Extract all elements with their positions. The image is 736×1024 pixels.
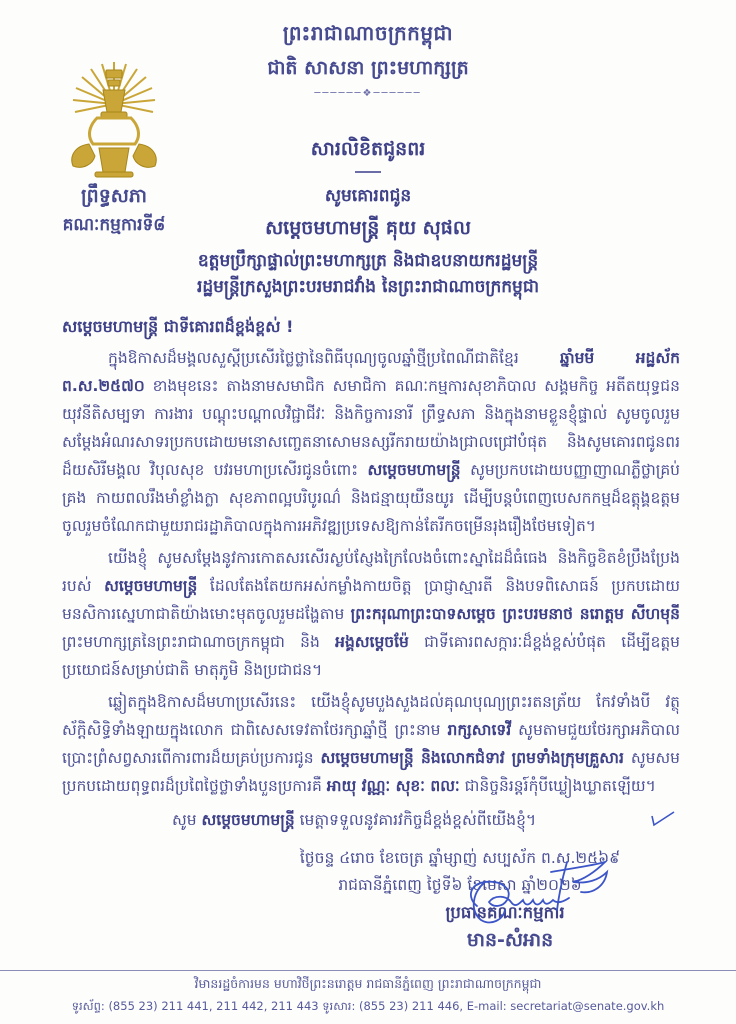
closing-line xyxy=(62,806,680,837)
footer-address: វិមានរដ្ឋចំការមន មហាវិថីព្រះនរោត្ដម រាជធានីភ្នំពេញ ព្រះរាជាណាចក្រកម្ពុជា xyxy=(194,976,542,991)
footer-contact: ទូរស័ព្ទ: (855 23) 211 441, 211 442, 211 443 ទូរសារ: (855 23) 211 446, E-mail: secretariat@senate.gov.kh xyxy=(71,999,665,1013)
date-block xyxy=(92,845,736,899)
letter-title: សារលិខិតជូនពរ xyxy=(310,138,426,160)
page-footer xyxy=(0,970,736,1016)
senate-emblem-icon xyxy=(59,60,169,182)
national-motto: ជាតិ សាសនា ព្រះមហាក្សត្រ xyxy=(267,57,469,79)
signer-name: មាន-សំអាន xyxy=(466,929,554,951)
gregorian-date-line: រាជធានីភ្នំពេញ ថ្ងៃទី៦ ខែមេសា ឆ្នាំ២០២៦ xyxy=(338,876,582,894)
commission-label: គណៈកម្មការទី៨ xyxy=(62,215,166,235)
lunar-date-line: ថ្ងៃចន្ទ ៤រោច ខែចេត្រ ឆ្នាំម្សាញ់ សប្បស័ក ព.ស.២៥៦៩ xyxy=(299,849,621,867)
salutation-line: សម្ដេចមហាមន្ត្រី ជាទីគោរពដ៏ខ្ពង់ខ្ពស់ ! xyxy=(62,317,294,336)
handwritten-signature xyxy=(455,858,625,938)
senate-label: ព្រឹទ្ធសភា xyxy=(81,185,147,207)
kingdom-title: ព្រះរាជាណាចក្រកម្ពុជា xyxy=(282,21,454,45)
recipient-title-1: ឧត្ដមប្រឹក្សាផ្ទាល់ព្រះមហាក្សត្រ និងជាឧបនាយករដ្ឋមន្ត្រី xyxy=(197,251,539,271)
title-dash xyxy=(355,171,381,173)
salute-to-line: សូមគោរពជូន xyxy=(324,186,412,206)
recipient-title-2: រដ្ឋមន្ត្រីក្រសួងព្រះបរមរាជវាំង នៃព្រះរាជាណាចក្រកម្ពុជា xyxy=(196,277,540,297)
body-paragraph-1: ក្នុងឱកាសដ៏មង្គលសួស្ដីប្រសើរថ្លៃថ្លានៃពិធីបុណ្យចូលឆ្នាំថ្មីប្រពៃណីជាតិខ្មែរ ឆ្នាំមមី អដ្ឋស័ក ព.ស.២៥៧០ ខាងមុខនេះ តាងនាមសមាជិក សមាជិកា គណៈកម្មការសុខាភិបាល សង្គមកិច្ច អតីតយុទ្ធជន យុវនីតិសម្បទា ការងារ បណ្ដុះបណ្ដាលវិជ្ជាជីវៈ និងកិច្ចការនារី ព្រឹទ្ធសភា និងក្នុងនាមខ្លួនខ្ញុំផ្ទាល់ សូមចូលរួមសម្ដែងអំណរសាទរប្រកបដោយមនោសញ្ចេតនាសោមនស្សរីករាយយ៉ាងជ្រាលជ្រៅបំផុត និងសូមគោរពជូនពរដ៏យសិរីមង្គល វិបុលសុខ បវរមហាប្រសើរជូនចំពោះ សម្ដេចមហាមន្ត្រី សូមប្រកបដោយបញ្ញាញាណភ្លឺថ្លាគ្រប់គ្រង កាយពលរឹងមាំខ្លាំងក្លា សុខភាពល្អបរិបូរណ៌ និងជន្មាយុយឺនយូរ ដើម្បីបន្តបំពេញបេសកកម្មដ៏ឧត្ដុង្គឧត្ដមចូលរួមចំណែកជាមួយរាជរដ្ឋាភិបាលក្នុងការអភិវឌ្ឍប្រទេសឱ្យកាន់តែរីកចម្រើនរុងរឿងថែមទៀត។ xyxy=(62,349,680,535)
header-divider-ornament: ──────❖────── xyxy=(314,88,422,99)
recipient-name: សម្ដេចមហាមន្ត្រី គុយ សុផល xyxy=(265,217,471,239)
closing-text: សូម សម្ដេចមហាមន្ត្រី មេត្ដាទទួលនូវគារវកិច្ចដ៏ខ្ពង់ខ្ពស់ពីយើងខ្ញុំ។ xyxy=(172,811,537,829)
handwritten-tick-mark xyxy=(540,809,676,837)
body-paragraph-3: ឆ្លៀតក្នុងឱកាសដ៏មហាប្រសើរនេះ យើងខ្ញុំសូមបួងសួងដល់គុណបុណ្យព្រះរតនត្រ័យ កែវទាំងបី វត្ថុស័ក្ដិសិទ្ធិទាំងឡាយក្នុងលោក ជាពិសេសទេវតាថែរក្សាឆ្នាំថ្មី ព្រះនាម រាក្សសាទេវី សូមតាមជួយថែរក្សាអភិបាលប្រោះព្រំសព្វសារពើការពារដ៏យគ្រប់ប្រការជូន សម្ដេចមហាមន្ត្រី និងលោកជំទាវ ព្រមទាំងក្រុមគ្រួសារ សូមសមប្រកបដោយពុទ្ធពរដ៏ប្រពៃថ្លៃថ្លាទាំងបួនប្រការគឺ អាយុ វណ្ណៈ សុខៈ ពលៈ ជានិច្ចនិរន្តរ៍កុំបីឃ្លៀងឃ្លាតឡើយ។ xyxy=(62,693,681,795)
body-paragraph-2: យើងខ្ញុំ សូមសម្ដែងនូវការកោតសរសើរស្ងប់ស្ញែងក្រៃលែងចំពោះស្នាដៃដ៏ធំធេង និងកិច្ចខិតខំប្រឹងប្រែងរបស់ សម្ដេចមហាមន្ត្រី ដែលតែងតែយកអស់កម្លាំងកាយចិត្ត ប្រាជ្ញាស្មារតី និងបទពិសោធន៍ ប្រកបដោយមនសិការស្នេហាជាតិយ៉ាងមោះមុតចូលរួមដង្ហែតាម ព្រះករុណាព្រះបាទសម្ដេច ព្រះបរមនាថ នរោត្ដម សីហមុនី ព្រះមហាក្សត្រនៃព្រះរាជាណាចក្រកម្ពុជា និង អង្គសម្ដេចម៉ែ ជាទីគោរពសក្ការៈដ៏ខ្ពង់ខ្ពស់បំផុត ដើម្បីឧត្ដមប្រយោជន៍សម្រាប់ជាតិ មាតុភូមិ និងប្រជាជន។ xyxy=(62,549,681,679)
signer-title: ប្រធានគណៈកម្មការ xyxy=(445,903,565,922)
senate-emblem-block xyxy=(40,60,188,239)
